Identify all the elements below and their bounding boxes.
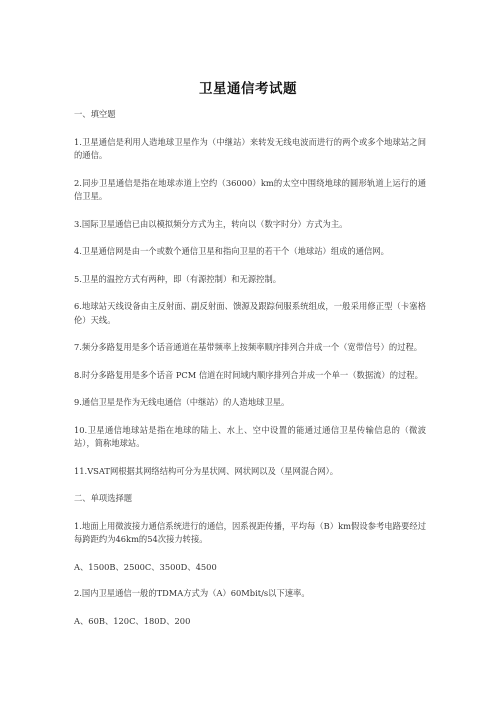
fill-in-item-3: 3.国际卫星通信已由以模拟频分方式为主，转向以（数字时分）方式为主。 [74, 218, 348, 229]
fill-in-item-5: 5.卫星的温控方式有两种，即（有源控制）和无源控制。 [74, 273, 282, 284]
section-heading-single-choice: 二、单项选择题 [74, 493, 133, 503]
fill-in-item-1: 1.卫星通信是利用人造地球卫星作为（中继站）来转发无线电波而进行的两个或多个地球站之间的通信。 [74, 136, 426, 160]
choice-question-1: 1.地面上用微波接力通信系统进行的通信，因系视距传播，平均每（B）km假设参考电路要经过每跨距约为46km的54次接力转接。 [74, 520, 426, 544]
fill-in-item-7: 7.频分多路复用是多个话音通道在基带频率上按频率顺序排列合并成一个（宽带信号）的过程。 [74, 342, 423, 352]
section-heading-fill-in: 一、填空题 [74, 109, 116, 119]
fill-in-item-4: 4.卫星通信网是由一个或数个通信卫星和指向卫星的若干个（地球站）组成的通信网。 [74, 246, 389, 256]
choice-question-2-options: A、60B、120C、180D、200 [74, 615, 191, 626]
document-title: 卫星通信考试题 [199, 81, 297, 97]
fill-in-item-6: 6.地球站天线设备由主反射面、副反射面、馈源及跟踪伺服系统组成，一般采用修正型（卡塞格伦）天线。 [74, 301, 426, 325]
choice-question-2: 2.国内卫星通信一般的TDMA方式为（A）60Mbit/s以下速率。 [74, 588, 310, 598]
fill-in-item-9: 9.通信卫星是作为无线电通信（中继站）的人造地球卫星。 [74, 397, 290, 407]
fill-in-item-2: 2.同步卫星通信是指在地球赤道上空约（36000）km的太空中围绕地球的圆形轨道上运行的通信卫星。 [74, 177, 426, 201]
choice-question-1-options: A、1500B、2500C、3500D、4500 [74, 561, 217, 572]
document-body [74, 108, 426, 641]
fill-in-item-8: 8.时分多路复用是多个话音 PCM 信道在时间域内顺序排列合并成一个单一（数据流）的过程。 [74, 369, 423, 380]
fill-in-item-10: 10.卫星通信地球站是指在地球的陆上、水上、空中设置的能通过通信卫星传输信息的（微波站），简称地球站。 [74, 424, 426, 448]
fill-in-item-11: 11.VSAT网根据其网络结构可分为星状网、网状网以及（星网混合网）。 [74, 465, 339, 476]
